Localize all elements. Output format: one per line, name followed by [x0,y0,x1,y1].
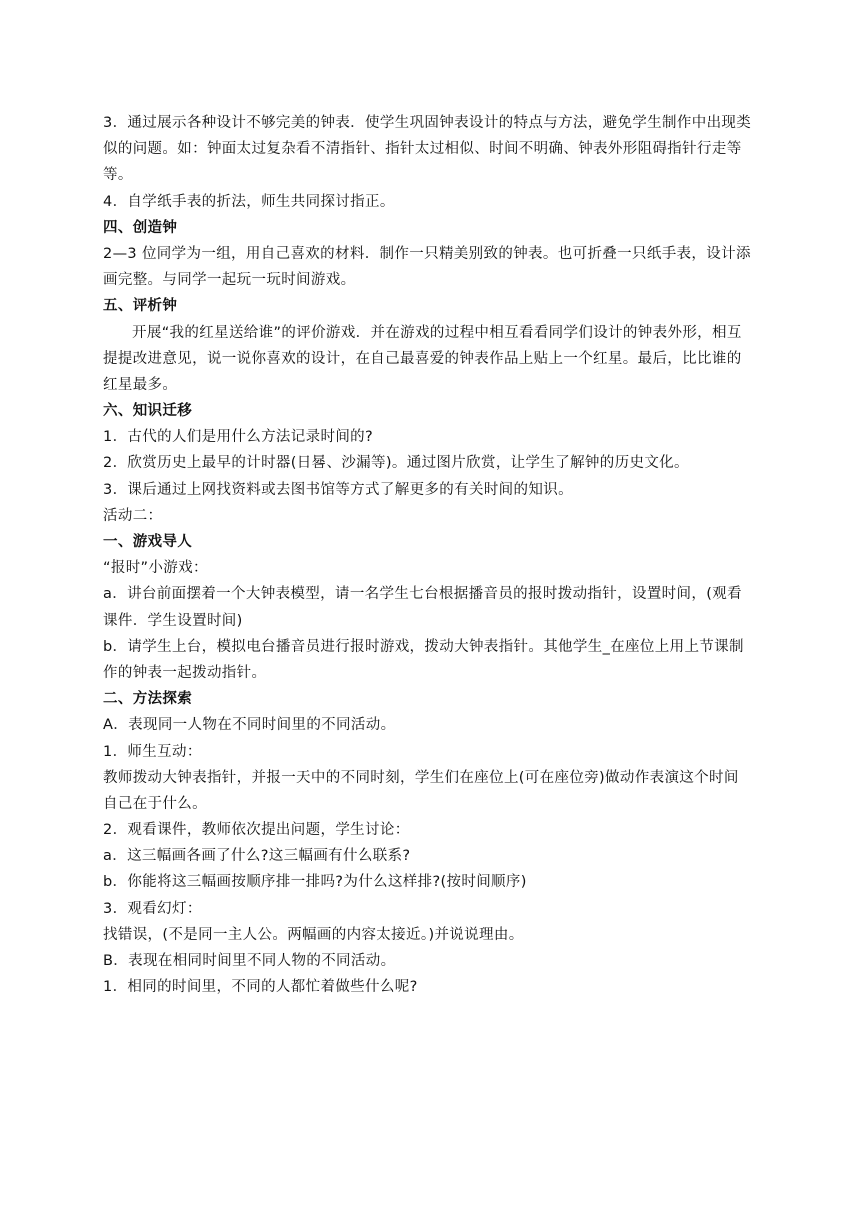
text-line: 3．课后通过上网找资料或去图书馆等方式了解更多的有关时间的知识。 [103,481,573,498]
text-line: 1．师生互动： [103,743,202,760]
text-line: 作的钟表一起拨动指针。 [103,664,267,681]
text-line: 4．自学纸手表的折法，师生共同探讨指正。 [103,193,395,210]
text-line: b．请学生上台，模拟电台播音员进行报时游戏，拨动大钟表指针。其他学生_在座位上用上节课制 [103,638,744,655]
section-heading: 一、游戏导人 [103,534,193,550]
document-body [103,110,763,1000]
text-line: 画完整。与同学一起玩一玩时间游戏。 [103,272,356,289]
text-line: 1．相同的时间里，不同的人都忙着做些什么呢? [103,979,418,996]
text-line: 教师拨动大钟表指针，并报一天中的不同时刻，学生们在座位上(可在座位旁)做动作表演这个时间 [103,769,739,786]
text-line: “报时”小游戏： [103,560,208,577]
text-line: 自己在于什么。 [103,795,207,812]
text-line: 等。 [103,167,133,184]
text-line: 开展“我的红星送给谁”的评价游戏．并在游戏的过程中相互看看同学们设计的钟表外形，相互 [132,324,742,341]
text-line: 提提改进意见，说一说你喜欢的设计，在自己最喜爱的钟表作品上贴上一个红星。最后，比比谁的 [103,350,742,367]
text-line: 似的问题。如：钟面太过复杂看不清指针、指针太过相似、时间不明确、钟表外形阻碍指针行走等 [103,141,742,158]
text-line: 3．通过展示各种设计不够完美的钟表．使学生巩固钟表设计的特点与方法，避免学生制作中出现类 [103,115,752,131]
text-line: 活动二： [103,507,163,524]
text-line: a．这三幅画各画了什么?这三幅画有什么联系? [103,848,411,865]
text-line: A．表现同一人物在不同时间里的不同活动。 [103,717,396,734]
text-line: a．讲台前面摆着一个大钟表模型，请一名学生七台根据播音员的报时拨动指针，设置时间，(观看 [103,586,742,603]
section-heading: 五、评析钟 [103,298,178,315]
text-line: 3．观看幻灯： [103,900,202,917]
section-heading: 四、创造钟 [103,219,178,236]
text-line: 2．欣赏历史上最早的计时器(日晷、沙漏等)。通过图片欣赏，让学生了解钟的历史文化。 [103,455,689,472]
text-line: 课件．学生设置时间) [103,612,243,629]
text-line: B．表现在相同时间里不同人物的不同活动。 [103,953,396,969]
text-line: 2—3 位同学为一组，用自己喜欢的材料．制作一只精美别致的钟表。也可折叠一只纸手表，设计添 [103,245,751,262]
text-line: 1．古代的人们是用什么方法记录时间的? [103,429,374,446]
section-heading: 二、方法探索 [103,691,193,708]
text-line: 红星最多。 [103,376,178,393]
text-line: 2．观看课件，教师依次提出问题，学生讨论： [103,822,410,839]
text-line: 找错误，(不是同一主人公。两幅画的内容太接近。)并说说理由。 [103,926,524,943]
section-heading: 六、知识迁移 [103,403,193,420]
text-line: b．你能将这三幅画按顺序排一排吗?为什么这样排?(按时间顺序) [103,874,527,891]
